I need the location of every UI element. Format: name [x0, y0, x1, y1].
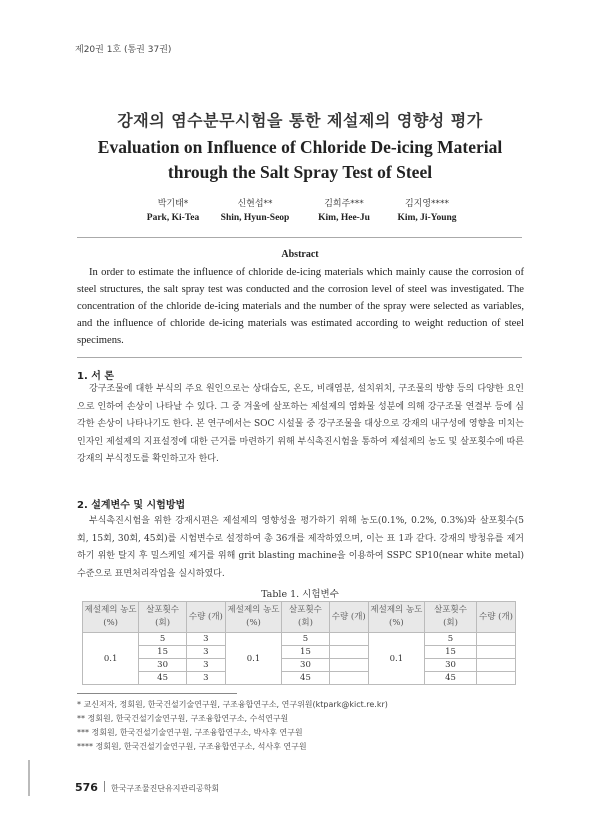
- spray-count-cell: 30: [425, 659, 477, 672]
- author-name-en: Shin, Hyun-Seop: [220, 213, 290, 223]
- quantity-cell: [329, 646, 368, 659]
- header-cell: 살포횟수 (회): [139, 602, 187, 633]
- abstract-heading: Abstract: [281, 249, 319, 260]
- page-number: 576: [75, 781, 98, 794]
- table-row: [83, 672, 516, 685]
- spray-count-cell: 45: [282, 672, 330, 685]
- quantity-cell: 3: [186, 646, 225, 659]
- paper-title-korean: 강재의 염수분무시험을 통한 제설제의 영향성 평가: [117, 111, 483, 130]
- footnote-3: *** 정회원, 한국건설기술연구원, 구조융합연구소, 박사후 연구원: [77, 728, 303, 737]
- spray-count-cell: 5: [139, 633, 187, 646]
- journal-issue-header: 제20권 1호 (통권 37권): [75, 45, 172, 55]
- header-cell: 제설제의 농도(%): [83, 602, 139, 633]
- header-cell: 수량 (개): [186, 602, 225, 633]
- spray-count-cell: 30: [282, 659, 330, 672]
- author-name-en: Kim, Hee-Ju: [318, 213, 370, 223]
- section-2-heading: 2. 설계변수 및 시험방법: [77, 500, 186, 511]
- abstract-text: In order to estimate the influence of chloride de-icing materials which mainly cause the corrosion of steel structures, the salt spray test was conducted and the corrosion level of steel was investigated. The concentration of the chloride de-icing materials and the number of the spray were selected as variables, and the influence of chloride de-icing materials was estimated according to weight reduction of steel specimens.: [77, 267, 524, 346]
- title-en-line-2: through the Salt Spray Test of Steel: [167, 162, 433, 182]
- spray-count-cell: 5: [425, 633, 477, 646]
- footnote-divider: [77, 693, 237, 694]
- quantity-cell: [329, 672, 368, 685]
- author-name-ko: 박기태*: [157, 199, 189, 209]
- spray-count-cell: 15: [139, 646, 187, 659]
- table-row: [83, 659, 516, 672]
- society-name: 한국구조물진단유지관리공학회: [110, 784, 220, 793]
- section-2-text: 부식촉진시험을 위한 강재시편은 제설제의 영향성을 평가하기 위해 농도(0.1%, 0.2%, 0.3%)와 살포횟수(5회, 15회, 30회, 45회)를 시험변수로 설정하여 총 36개를 제작하였으며, 이는 표 1과 같다. 강재의 방청유를 제거하기 위한 탈지 후 밀스케일 제거를 위해 grit blasting machine을 이용하여 SSPC SP10(near white metal) 수준으로 표면처리작업을 실시하였다.: [77, 516, 524, 579]
- quantity-cell: [476, 633, 515, 646]
- page-footer: [75, 776, 219, 795]
- table-row: [83, 646, 516, 659]
- footnote-2: ** 정회원, 한국건설기술연구원, 구조융합연구소, 수석연구원: [77, 714, 289, 723]
- author-name-ko: 김지영****: [404, 199, 450, 209]
- spray-count-cell: 45: [139, 672, 187, 685]
- divider: [77, 237, 522, 238]
- header-cell: 살포횟수 (회): [425, 602, 477, 633]
- author-name-en: Kim, Ji-Young: [397, 213, 457, 223]
- header-cell: 제설제의 농도(%): [368, 602, 424, 633]
- author-name-ko: 신현섭**: [237, 199, 273, 209]
- test-variables-table: [82, 601, 516, 685]
- table-caption: Table 1. 시험변수: [261, 589, 339, 600]
- spray-count-cell: 15: [425, 646, 477, 659]
- table-row: [83, 633, 516, 646]
- spray-count-cell: 45: [425, 672, 477, 685]
- paper-title-english: [0, 135, 600, 185]
- section-1-heading: 1. 서 론: [77, 371, 115, 382]
- quantity-cell: [329, 659, 368, 672]
- margin-bar: [28, 760, 30, 796]
- concentration-cell: 0.1: [225, 633, 281, 685]
- author-name-en: Park, Ki-Tea: [146, 213, 200, 223]
- header-cell: 수량 (개): [476, 602, 515, 633]
- table-header-row: [83, 602, 516, 633]
- quantity-cell: [476, 672, 515, 685]
- quantity-cell: 3: [186, 633, 225, 646]
- concentration-cell: 0.1: [83, 633, 139, 685]
- quantity-cell: [476, 659, 515, 672]
- spray-count-cell: 30: [139, 659, 187, 672]
- footnote-4: **** 정회원, 한국건설기술연구원, 구조융합연구소, 석사후 연구원: [77, 742, 307, 751]
- divider: [77, 357, 522, 358]
- header-cell: 수량 (개): [329, 602, 368, 633]
- title-en-line-1: Evaluation on Influence of Chloride De-icing Material: [97, 137, 503, 157]
- spray-count-cell: 5: [282, 633, 330, 646]
- quantity-cell: [476, 646, 515, 659]
- quantity-cell: [329, 633, 368, 646]
- author-name-ko: 김희주***: [324, 199, 364, 209]
- header-cell: 제설제의 농도(%): [225, 602, 281, 633]
- header-cell: 살포횟수 (회): [282, 602, 330, 633]
- footer-separator: [104, 781, 105, 792]
- concentration-cell: 0.1: [368, 633, 424, 685]
- quantity-cell: 3: [186, 672, 225, 685]
- section-1-text: 강구조물에 대한 부식의 주요 원인으로는 상대습도, 온도, 비래염분, 설치위치, 구조물의 방향 등의 다양한 요인으로 인하여 손상이 나타날 수 있다. 그 중 겨울에 살포하는 제설제의 염화물 성분에 의해 강구조물 연결부 등에 심각한 손상이 나타나기도 한다. 본 연구에서는 SOC 시설물 중 강구조물을 대상으로 강재의 내구성에 영향을 미치는 인자인 제설제의 지표설정에 대한 근거를 마련하기 위해 부식촉진시험을 통하여 제설제의 농도 및 살포횟수에 따른 강재의 부식정도를 확인하고자 한다.: [77, 384, 524, 464]
- spray-count-cell: 15: [282, 646, 330, 659]
- footnote-1: * 교신저자, 정회원, 한국건설기술연구원, 구조융합연구소, 연구위원(ktpark@kict.re.kr): [77, 700, 388, 709]
- author-4: [372, 196, 482, 223]
- quantity-cell: 3: [186, 659, 225, 672]
